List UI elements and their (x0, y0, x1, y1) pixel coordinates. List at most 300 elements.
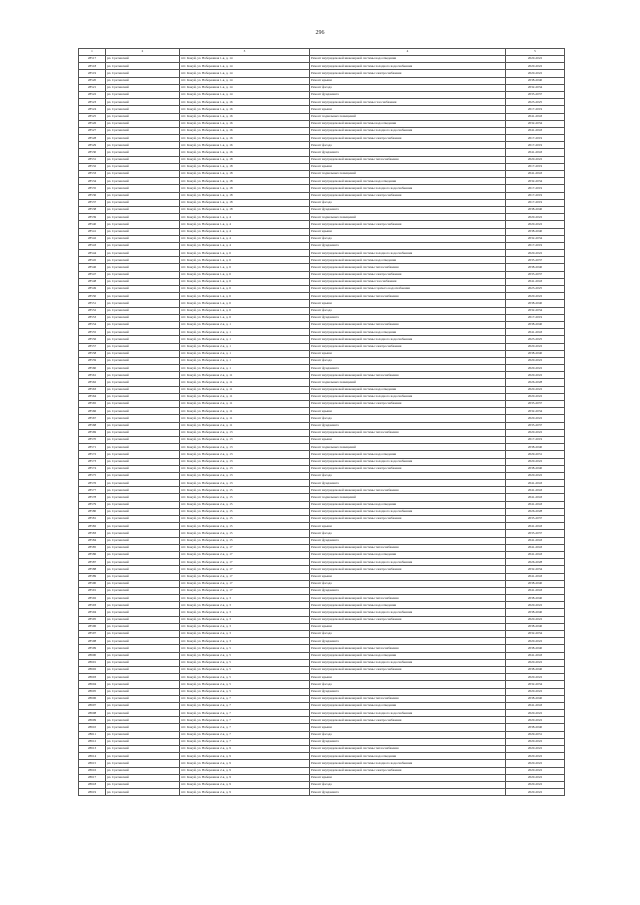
table-row (79, 760, 565, 767)
work-type-cell: Ремонт внутридомовой инженерной системы горячего водоснабжения (310, 286, 506, 293)
period-cell: 2020-2022 (506, 357, 565, 364)
work-type-cell: Ремонт внутридомовой инженерной системы электроснабжения (310, 70, 506, 77)
municipality-cell: рп. Сретенский (106, 135, 180, 142)
table-row (79, 458, 565, 465)
address-cell: пгт. Кокуй, ул. Набережная 2-я, д. 13 (180, 465, 310, 472)
table-row (79, 293, 565, 300)
table-row (79, 494, 565, 501)
municipality-cell: рп. Сретенский (106, 465, 180, 472)
table-row (79, 537, 565, 544)
record-number-cell: 28606 (79, 695, 106, 702)
record-number-cell: 28522 (79, 91, 106, 98)
table-row (79, 336, 565, 343)
period-cell: 2020-2022 (506, 602, 565, 609)
table-row (79, 120, 565, 127)
period-cell: 2032-2034 (506, 566, 565, 573)
work-type-cell: Ремонт внутридомовой инженерной системы электроснабжения (310, 135, 506, 142)
record-number-cell: 28529 (79, 142, 106, 149)
municipality-cell: рп. Сретенский (106, 314, 180, 321)
record-number-cell: 28587 (79, 559, 106, 566)
table-row (79, 710, 565, 717)
municipality-cell: рп. Сретенский (106, 746, 180, 753)
work-type-cell: Ремонт крыши (310, 674, 506, 681)
municipality-cell: рп. Сретенский (106, 149, 180, 156)
work-type-cell: Ремонт внутридомовой инженерной системы водоотведения (310, 257, 506, 264)
municipality-cell: рп. Сретенский (106, 731, 180, 738)
work-type-cell: Ремонт внутридомовой инженерной системы газоснабжения (310, 99, 506, 106)
period-cell: 2020-2022 (506, 738, 565, 745)
column-header-4: 4 (310, 49, 506, 56)
record-number-cell: 28594 (79, 609, 106, 616)
period-cell: 2035-2037 (506, 516, 565, 523)
work-type-cell: Ремонт фундамента (310, 206, 506, 213)
work-type-cell: Ремонт фундамента (310, 638, 506, 645)
address-cell: пгт. Кокуй, ул. Набережная 2-я, д. 17 (180, 573, 310, 580)
table-row (79, 63, 565, 70)
work-type-cell: Ремонт крыши (310, 436, 506, 443)
municipality-cell: рп. Сретенский (106, 774, 180, 781)
record-number-cell: 28603 (79, 674, 106, 681)
address-cell: пгт. Кокуй, ул. Набережная 2-я, д. 7 (180, 702, 310, 709)
record-number-cell: 28609 (79, 717, 106, 724)
municipality-cell: рп. Сретенский (106, 623, 180, 630)
municipality-cell: рп. Сретенский (106, 789, 180, 796)
municipality-cell: рп. Сретенский (106, 199, 180, 206)
work-type-cell: Ремонт внутридомовой инженерной системы водоотведения (310, 329, 506, 336)
municipality-cell: рп. Сретенский (106, 307, 180, 314)
work-type-cell: Ремонт фундамента (310, 688, 506, 695)
period-cell: 2038-2040 (506, 264, 565, 271)
table-row (79, 631, 565, 638)
record-number-cell: 28547 (79, 271, 106, 278)
municipality-cell: рп. Сретенский (106, 415, 180, 422)
address-cell: пгт. Кокуй, ул. Набережная 1-я, д. 6 (180, 307, 310, 314)
record-number-cell: 28563 (79, 386, 106, 393)
address-cell: пгт. Кокуй, ул. Набережная 1-я, д. 18 (180, 163, 310, 170)
period-cell: 2038-2040 (506, 321, 565, 328)
table-row (79, 645, 565, 652)
address-cell: пгт. Кокуй, ул. Набережная 2-я, д. 11 (180, 422, 310, 429)
address-cell: пгт. Кокуй, ул. Набережная 2-я, д. 15 (180, 508, 310, 515)
work-type-cell: Ремонт внутридомовой инженерной системы водоотведения (310, 551, 506, 558)
municipality-cell: рп. Сретенский (106, 702, 180, 709)
address-cell: пгт. Кокуй, ул. Набережная 2-я, д. 3 (180, 609, 310, 616)
record-number-cell: 28615 (79, 760, 106, 767)
address-cell: пгт. Кокуй, ул. Набережная 2-я, д. 7 (180, 695, 310, 702)
period-cell: 2032-2034 (506, 408, 565, 415)
record-number-cell: 28556 (79, 336, 106, 343)
work-type-cell: Ремонт внутридомовой инженерной системы холодного водоснабжения (310, 760, 506, 767)
municipality-cell: рп. Сретенский (106, 343, 180, 350)
work-type-cell: Ремонт фасада (310, 472, 506, 479)
table-row (79, 422, 565, 429)
record-number-cell: 28543 (79, 242, 106, 249)
period-cell: 2017-2019 (506, 314, 565, 321)
period-cell: 2020-2022 (506, 717, 565, 724)
table-row (79, 789, 565, 796)
record-number-cell: 28577 (79, 487, 106, 494)
table-row (79, 444, 565, 451)
address-cell: пгт. Кокуй, ул. Набережная 1-я, д. 16 (180, 113, 310, 120)
address-cell: пгт. Кокуй, ул. Набережная 2-я, д. 13 (180, 451, 310, 458)
address-cell: пгт. Кокуй, ул. Набережная 1-я, д. 6 (180, 278, 310, 285)
address-cell: пгт. Кокуй, ул. Набережная 2-я, д. 13 (180, 429, 310, 436)
municipality-cell: рп. Сретенский (106, 530, 180, 537)
period-cell: 2020-2022 (506, 753, 565, 760)
address-cell: пгт. Кокуй, ул. Набережная 1-я, д. 6 (180, 264, 310, 271)
record-number-cell: 28568 (79, 422, 106, 429)
table-row (79, 652, 565, 659)
work-type-cell: Ремонт внутридомовой инженерной системы водоотведения (310, 178, 506, 185)
record-number-cell: 28552 (79, 307, 106, 314)
table-row (79, 206, 565, 213)
table-row (79, 702, 565, 709)
work-type-cell: Ремонт внутридомовой инженерной системы холодного водоснабжения (310, 250, 506, 257)
table-row (79, 264, 565, 271)
municipality-cell: рп. Сретенский (106, 77, 180, 84)
period-cell: 2017-2019 (506, 185, 565, 192)
address-cell: пгт. Кокуй, ул. Набережная 2-я, д. 7 (180, 738, 310, 745)
municipality-cell: рп. Сретенский (106, 365, 180, 372)
address-cell: пгт. Кокуй, ул. Набережная 1-я, д. 6 (180, 300, 310, 307)
table-row (79, 314, 565, 321)
work-type-cell: Ремонт фундамента (310, 480, 506, 487)
address-cell: пгт. Кокуй, ул. Набережная 2-я, д. 11 (180, 408, 310, 415)
table-row (79, 91, 565, 98)
municipality-cell: рп. Сретенский (106, 487, 180, 494)
table-row (79, 192, 565, 199)
period-cell: 2017-2019 (506, 242, 565, 249)
municipality-cell: рп. Сретенский (106, 329, 180, 336)
record-number-cell: 28520 (79, 77, 106, 84)
address-cell: пгт. Кокуй, ул. Набережная 2-я, д. 1 (180, 336, 310, 343)
address-cell: пгт. Кокуй, ул. Набережная 2-я, д. 17 (180, 587, 310, 594)
address-cell: пгт. Кокуй, ул. Набережная 2-я, д. 9 (180, 774, 310, 781)
municipality-cell: рп. Сретенский (106, 688, 180, 695)
address-cell: пгт. Кокуй, ул. Набережная 2-я, д. 5 (180, 666, 310, 673)
municipality-cell: рп. Сретенский (106, 444, 180, 451)
address-cell: пгт. Кокуй, ул. Набережная 1-я, д. 4 (180, 221, 310, 228)
municipality-cell: рп. Сретенский (106, 559, 180, 566)
municipality-cell: рп. Сретенский (106, 321, 180, 328)
period-cell: 2017-2019 (506, 135, 565, 142)
record-number-cell: 28595 (79, 616, 106, 623)
period-cell: 2041-2043 (506, 573, 565, 580)
table-row (79, 731, 565, 738)
period-cell: 2032-2034 (506, 84, 565, 91)
work-type-cell: Ремонт крыши (310, 228, 506, 235)
table-row (79, 329, 565, 336)
period-cell: 2041-2043 (506, 587, 565, 594)
address-cell: пгт. Кокуй, ул. Набережная 2-я, д. 15 (180, 516, 310, 523)
work-type-cell: Ремонт подвальных помещений (310, 214, 506, 221)
table-row (79, 516, 565, 523)
record-number-cell: 28574 (79, 465, 106, 472)
period-cell: 2026-2028 (506, 508, 565, 515)
table-row (79, 523, 565, 530)
record-number-cell: 28554 (79, 321, 106, 328)
municipality-cell: рп. Сретенский (106, 293, 180, 300)
table-row (79, 666, 565, 673)
period-cell: 2041-2043 (506, 171, 565, 178)
municipality-cell: рп. Сретенский (106, 372, 180, 379)
table-row (79, 530, 565, 537)
work-type-cell: Ремонт внутридомовой инженерной системы теплоснабжения (310, 595, 506, 602)
address-cell: пгт. Кокуй, ул. Набережная 2-я, д. 11 (180, 401, 310, 408)
address-cell: пгт. Кокуй, ул. Набережная 2-я, д. 5 (180, 688, 310, 695)
table-body (79, 56, 565, 796)
municipality-cell: рп. Сретенский (106, 638, 180, 645)
repair-schedule-table (78, 48, 565, 796)
work-type-cell: Ремонт подвальных помещений (310, 444, 506, 451)
municipality-cell: рп. Сретенский (106, 84, 180, 91)
work-type-cell: Ремонт внутридомовой инженерной системы холодного водоснабжения (310, 710, 506, 717)
address-cell: пгт. Кокуй, ул. Набережная 2-я, д. 9 (180, 781, 310, 788)
municipality-cell: рп. Сретенский (106, 595, 180, 602)
address-cell: пгт. Кокуй, ул. Набережная 2-я, д. 9 (180, 789, 310, 796)
record-number-cell: 28558 (79, 350, 106, 357)
address-cell: пгт. Кокуй, ул. Набережная 1-я, д. 16 (180, 120, 310, 127)
address-cell: пгт. Кокуй, ул. Набережная 2-я, д. 15 (180, 530, 310, 537)
work-type-cell: Ремонт внутридомовой инженерной системы электроснабжения (310, 616, 506, 623)
address-cell: пгт. Кокуй, ул. Набережная 1-я, д. 16 (180, 149, 310, 156)
address-cell: пгт. Кокуй, ул. Набережная 2-я, д. 17 (180, 559, 310, 566)
municipality-cell: рп. Сретенский (106, 717, 180, 724)
municipality-cell: рп. Сретенский (106, 63, 180, 70)
municipality-cell: рп. Сретенский (106, 99, 180, 106)
municipality-cell: рп. Сретенский (106, 300, 180, 307)
period-cell: 2032-2034 (506, 178, 565, 185)
work-type-cell: Ремонт внутридомовой инженерной системы водоотведения (310, 501, 506, 508)
municipality-cell: рп. Сретенский (106, 631, 180, 638)
municipality-cell: рп. Сретенский (106, 336, 180, 343)
record-number-cell: 28602 (79, 666, 106, 673)
municipality-cell: рп. Сретенский (106, 156, 180, 163)
record-number-cell: 28586 (79, 551, 106, 558)
municipality-cell: рп. Сретенский (106, 206, 180, 213)
record-number-cell: 28596 (79, 623, 106, 630)
work-type-cell: Ремонт подвальных помещений (310, 171, 506, 178)
address-cell: пгт. Кокуй, ул. Набережная 2-я, д. 9 (180, 760, 310, 767)
work-type-cell: Ремонт внутридомовой инженерной системы электроснабжения (310, 192, 506, 199)
municipality-cell: рп. Сретенский (106, 264, 180, 271)
table-row (79, 724, 565, 731)
municipality-cell: рп. Сретенский (106, 91, 180, 98)
table-row (79, 257, 565, 264)
period-cell: 2041-2043 (506, 487, 565, 494)
record-number-cell: 28541 (79, 228, 106, 235)
municipality-cell: рп. Сретенский (106, 537, 180, 544)
work-type-cell: Ремонт внутридомовой инженерной системы электроснабжения (310, 465, 506, 472)
address-cell: пгт. Кокуй, ул. Набережная 1-я, д. 18 (180, 156, 310, 163)
address-cell: пгт. Кокуй, ул. Набережная 2-я, д. 5 (180, 645, 310, 652)
period-cell: 2020-2022 (506, 214, 565, 221)
period-cell: 2020-2022 (506, 221, 565, 228)
table-row (79, 127, 565, 134)
table-row (79, 501, 565, 508)
table-row (79, 70, 565, 77)
work-type-cell: Ремонт внутридомовой инженерной системы теплоснабжения (310, 645, 506, 652)
address-cell: пгт. Кокуй, ул. Набережная 2-я, д. 13 (180, 480, 310, 487)
work-type-cell: Ремонт крыши (310, 623, 506, 630)
table-row (79, 113, 565, 120)
work-type-cell: Ремонт внутридомовой инженерной системы теплоснабжения (310, 264, 506, 271)
municipality-cell: рп. Сретенский (106, 494, 180, 501)
address-cell: пгт. Кокуй, ул. Набережная 2-я, д. 3 (180, 602, 310, 609)
work-type-cell: Ремонт внутридомовой инженерной системы электроснабжения (310, 516, 506, 523)
table-row (79, 163, 565, 170)
record-number-cell: 28548 (79, 278, 106, 285)
address-cell: пгт. Кокуй, ул. Набережная 2-я, д. 1 (180, 329, 310, 336)
record-number-cell: 28584 (79, 537, 106, 544)
address-cell: пгт. Кокуй, ул. Набережная 2-я, д. 17 (180, 544, 310, 551)
municipality-cell: рп. Сретенский (106, 401, 180, 408)
municipality-cell: рп. Сретенский (106, 724, 180, 731)
record-number-cell: 28524 (79, 106, 106, 113)
work-type-cell: Ремонт фасада (310, 84, 506, 91)
address-cell: пгт. Кокуй, ул. Набережная 1-я, д. 6 (180, 293, 310, 300)
municipality-cell: рп. Сретенский (106, 242, 180, 249)
record-number-cell: 28555 (79, 329, 106, 336)
period-cell: 2020-2022 (506, 674, 565, 681)
record-number-cell: 28591 (79, 587, 106, 594)
municipality-cell: рп. Сретенский (106, 659, 180, 666)
work-type-cell: Ремонт внутридомовой инженерной системы газоснабжения (310, 278, 506, 285)
address-cell: пгт. Кокуй, ул. Набережная 1-я, д. 14 (180, 56, 310, 63)
address-cell: пгт. Кокуй, ул. Набережная 2-я, д. 7 (180, 710, 310, 717)
work-type-cell: Ремонт фасада (310, 307, 506, 314)
address-cell: пгт. Кокуй, ул. Набережная 1-я, д. 16 (180, 142, 310, 149)
address-cell: пгт. Кокуй, ул. Набережная 2-я, д. 3 (180, 623, 310, 630)
record-number-cell: 28601 (79, 659, 106, 666)
record-number-cell: 28608 (79, 710, 106, 717)
municipality-cell: рп. Сретенский (106, 286, 180, 293)
municipality-cell: рп. Сретенский (106, 666, 180, 673)
address-cell: пгт. Кокуй, ул. Набережная 1-я, д. 14 (180, 84, 310, 91)
period-cell: 2041-2043 (506, 544, 565, 551)
period-cell: 2026-2028 (506, 379, 565, 386)
record-number-cell: 28575 (79, 472, 106, 479)
period-cell: 2026-2028 (506, 559, 565, 566)
municipality-cell: рп. Сретенский (106, 171, 180, 178)
work-type-cell: Ремонт внутридомовой инженерной системы водоотведения (310, 56, 506, 63)
work-type-cell: Ремонт крыши (310, 106, 506, 113)
municipality-cell: рп. Сретенский (106, 710, 180, 717)
table-row (79, 106, 565, 113)
record-number-cell: 28616 (79, 767, 106, 774)
address-cell: пгт. Кокуй, ул. Набережная 2-я, д. 5 (180, 674, 310, 681)
municipality-cell: рп. Сретенский (106, 544, 180, 551)
work-type-cell: Ремонт фасада (310, 781, 506, 788)
work-type-cell: Ремонт внутридомовой инженерной системы теплоснабжения (310, 695, 506, 702)
record-number-cell: 28551 (79, 300, 106, 307)
municipality-cell: рп. Сретенский (106, 645, 180, 652)
record-number-cell: 28583 (79, 530, 106, 537)
record-number-cell: 28581 (79, 516, 106, 523)
record-number-cell: 28531 (79, 156, 106, 163)
period-cell: 2017-2019 (506, 436, 565, 443)
period-cell: 2032-2034 (506, 631, 565, 638)
record-number-cell: 28542 (79, 235, 106, 242)
address-cell: пгт. Кокуй, ул. Набережная 2-я, д. 1 (180, 357, 310, 364)
table-row (79, 408, 565, 415)
work-type-cell: Ремонт крыши (310, 523, 506, 530)
address-cell: пгт. Кокуй, ул. Набережная 2-я, д. 9 (180, 767, 310, 774)
address-cell: пгт. Кокуй, ул. Набережная 1-я, д. 6 (180, 286, 310, 293)
record-number-cell: 28599 (79, 645, 106, 652)
table-row (79, 695, 565, 702)
work-type-cell: Ремонт внутридомовой инженерной системы теплоснабжения (310, 429, 506, 436)
period-cell: 2020-2022 (506, 415, 565, 422)
municipality-cell: рп. Сретенский (106, 422, 180, 429)
record-number-cell: 28546 (79, 264, 106, 271)
record-number-cell: 28517 (79, 56, 106, 63)
table-row (79, 84, 565, 91)
period-cell: 2020-2022 (506, 760, 565, 767)
work-type-cell: Ремонт внутридомовой инженерной системы теплоснабжения (310, 544, 506, 551)
period-cell: 2020-2022 (506, 393, 565, 400)
period-cell: 2041-2043 (506, 113, 565, 120)
record-number-cell: 28533 (79, 171, 106, 178)
record-number-cell: 28534 (79, 178, 106, 185)
period-cell: 2020-2022 (506, 343, 565, 350)
work-type-cell: Ремонт внутридомовой инженерной системы электроснабжения (310, 343, 506, 350)
period-cell: 2041-2043 (506, 329, 565, 336)
period-cell: 2020-2022 (506, 472, 565, 479)
work-type-cell: Ремонт крыши (310, 724, 506, 731)
table-row (79, 401, 565, 408)
record-number-cell: 28528 (79, 135, 106, 142)
period-cell: 2017-2019 (506, 163, 565, 170)
record-number-cell: 28619 (79, 789, 106, 796)
address-cell: пгт. Кокуй, ул. Набережная 1-я, д. 16 (180, 106, 310, 113)
period-cell: 2038-2040 (506, 695, 565, 702)
work-type-cell: Ремонт внутридомовой инженерной системы электроснабжения (310, 566, 506, 573)
record-number-cell: 28527 (79, 127, 106, 134)
work-type-cell: Ремонт фундамента (310, 537, 506, 544)
address-cell: пгт. Кокуй, ул. Набережная 2-я, д. 15 (180, 523, 310, 530)
address-cell: пгт. Кокуй, ул. Набережная 1-я, д. 18 (180, 171, 310, 178)
period-cell: 2038-2040 (506, 623, 565, 630)
period-cell: 2020-2022 (506, 250, 565, 257)
table-row (79, 178, 565, 185)
table-row (79, 638, 565, 645)
table-row (79, 465, 565, 472)
period-cell: 2041-2043 (506, 278, 565, 285)
record-number-cell: 28614 (79, 753, 106, 760)
address-cell: пгт. Кокуй, ул. Набережная 2-я, д. 17 (180, 566, 310, 573)
record-number-cell: 28559 (79, 357, 106, 364)
table-row (79, 300, 565, 307)
work-type-cell: Ремонт внутридомовой инженерной системы теплоснабжения (310, 156, 506, 163)
period-cell: 2020-2022 (506, 386, 565, 393)
work-type-cell: Ремонт подвальных помещений (310, 113, 506, 120)
work-type-cell: Ремонт внутридомовой инженерной системы теплоснабжения (310, 321, 506, 328)
work-type-cell: Ремонт внутридомовой инженерной системы электроснабжения (310, 271, 506, 278)
address-cell: пгт. Кокуй, ул. Набережная 2-я, д. 1 (180, 343, 310, 350)
work-type-cell: Ремонт фундамента (310, 789, 506, 796)
table-row (79, 415, 565, 422)
work-type-cell: Ремонт внутридомовой инженерной системы водоотведения (310, 602, 506, 609)
record-number-cell: 28592 (79, 595, 106, 602)
period-cell: 2041-2043 (506, 149, 565, 156)
period-cell: 2017-2019 (506, 199, 565, 206)
municipality-cell: рп. Сретенский (106, 70, 180, 77)
address-cell: пгт. Кокуй, ул. Набережная 1-я, д. 16 (180, 127, 310, 134)
work-type-cell: Ремонт внутридомовой инженерной системы холодного водоснабжения (310, 659, 506, 666)
work-type-cell: Ремонт крыши (310, 77, 506, 84)
record-number-cell: 28532 (79, 163, 106, 170)
